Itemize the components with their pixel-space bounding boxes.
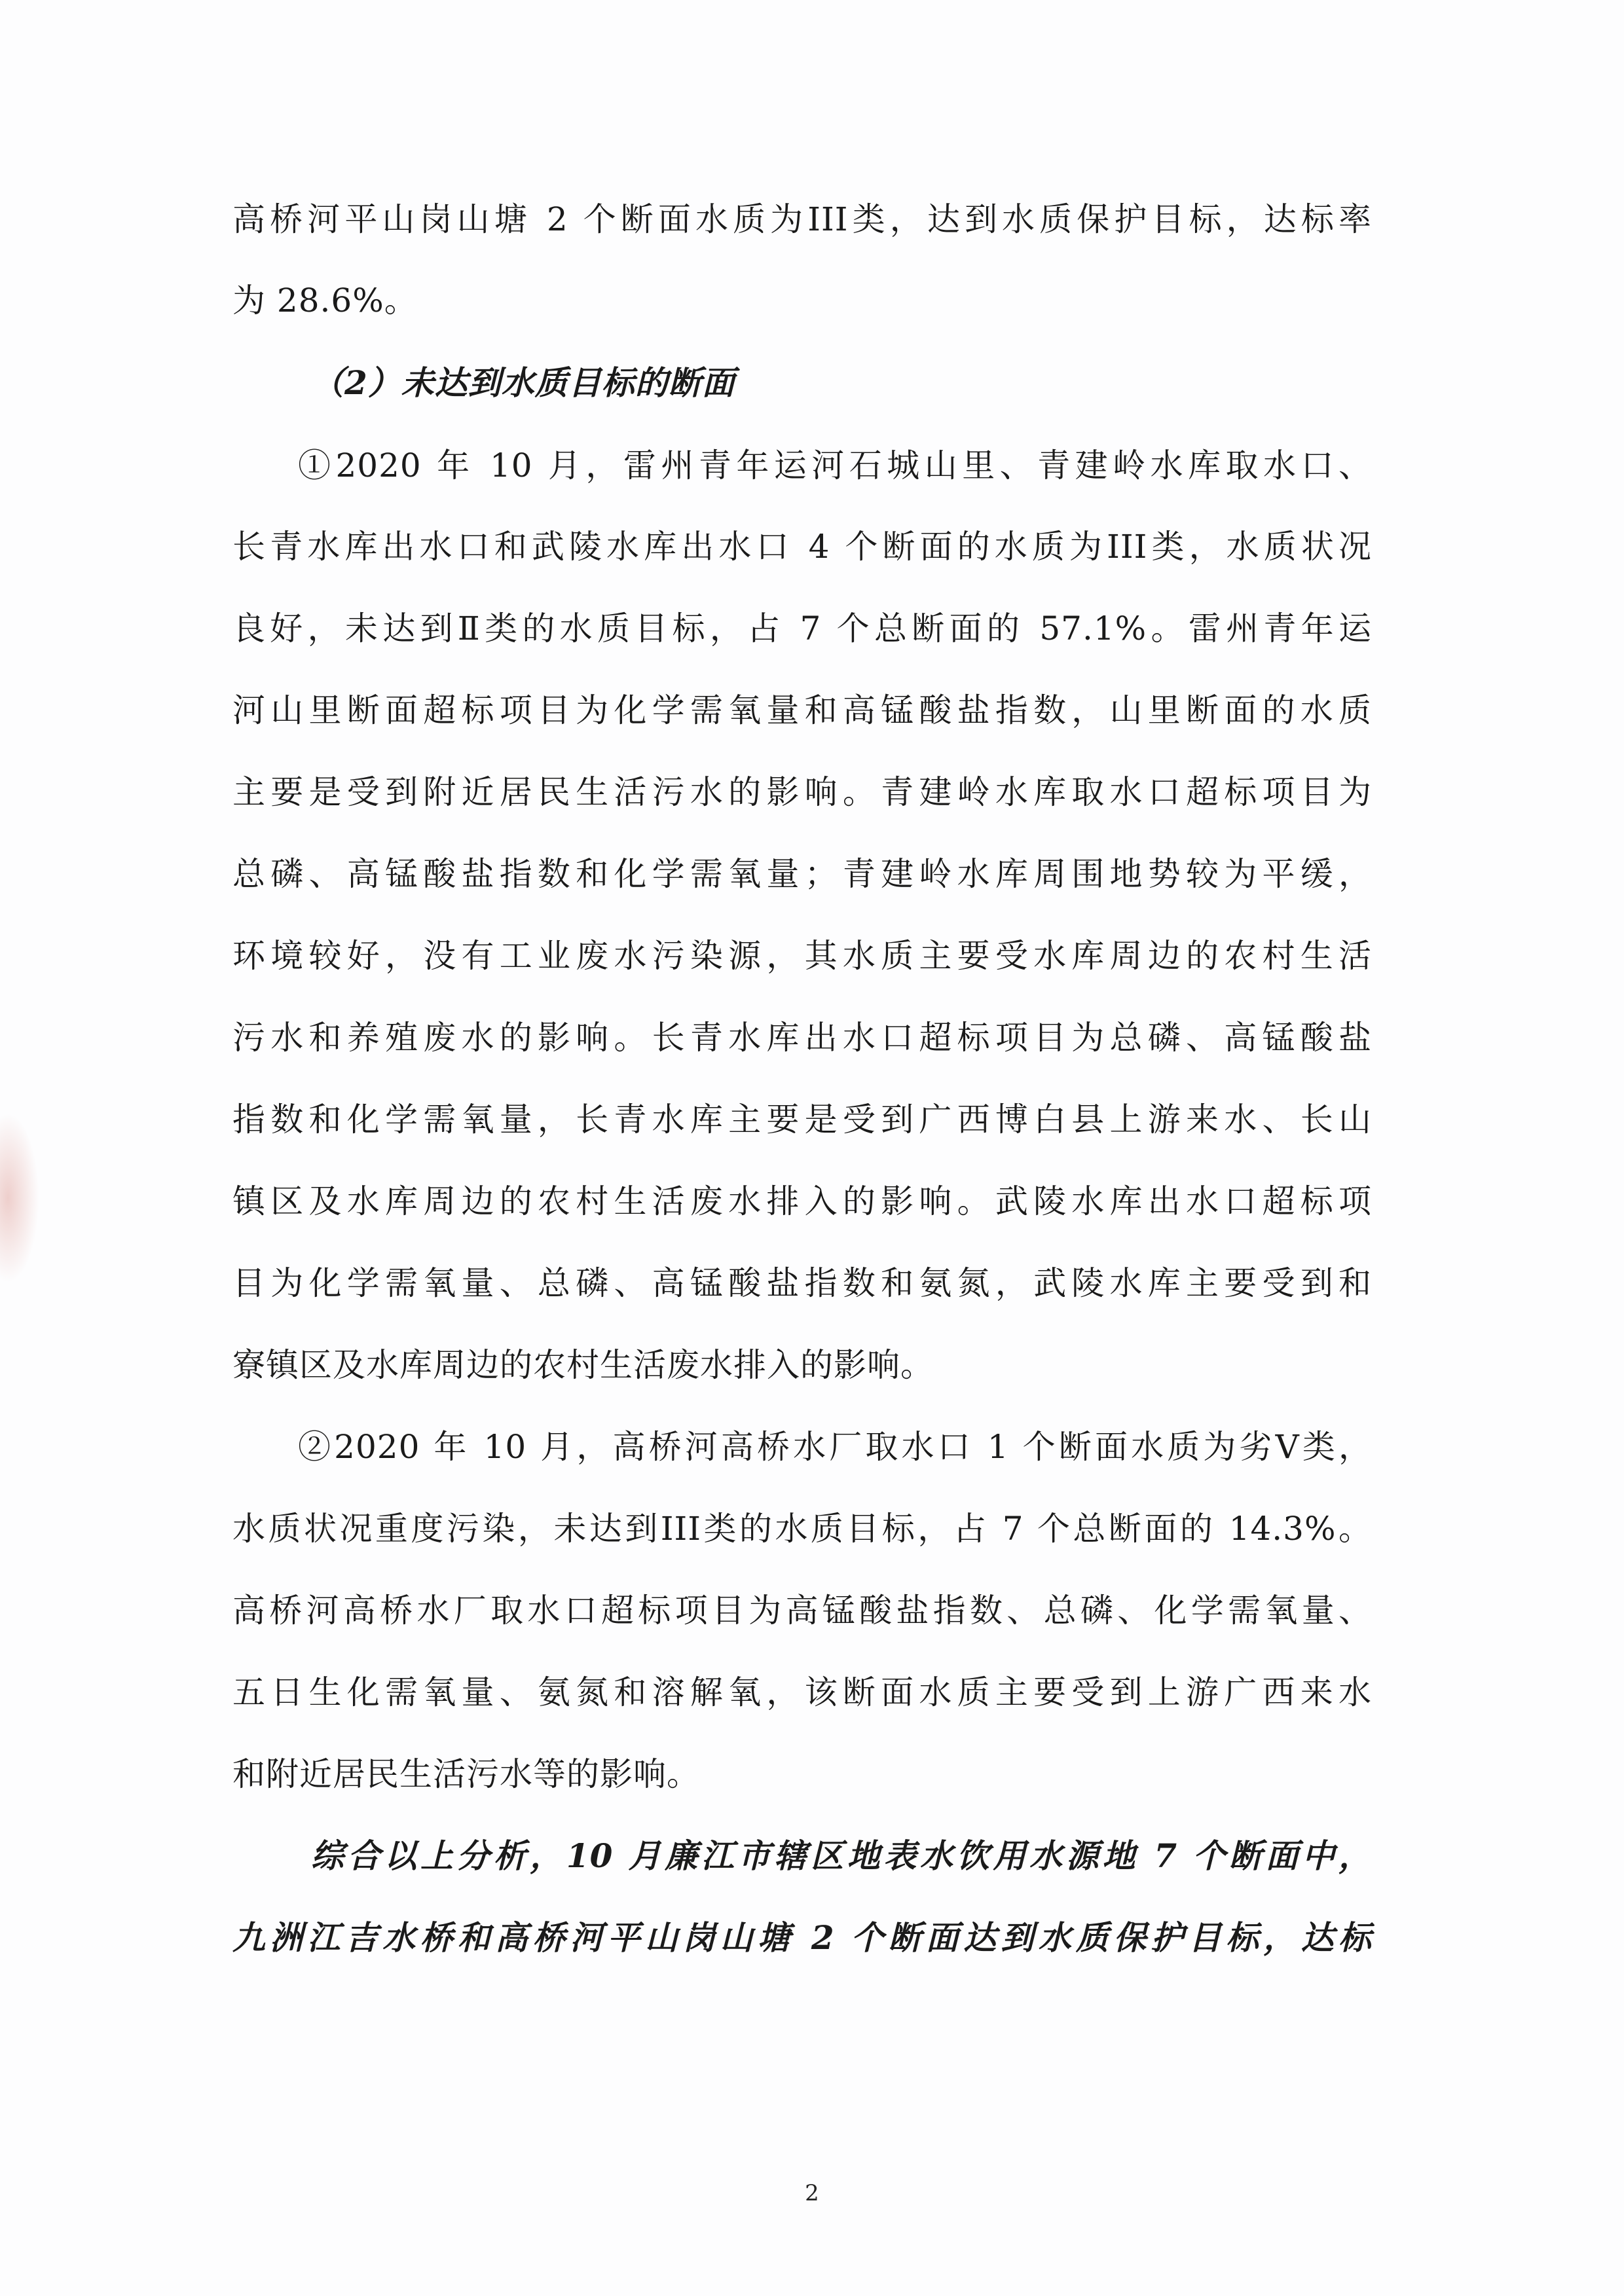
text-line: 主要是受到附近居民生活污水的影响。青建岭水库取水口超标项目为 bbox=[232, 773, 1372, 811]
text-line: 污水和养殖废水的影响。长青水库出水口超标项目为总磷、高锰酸盐 bbox=[232, 1019, 1372, 1057]
text-line: 为 28.6%。 bbox=[232, 282, 418, 319]
section-heading: （2）未达到水质目标的断面 bbox=[311, 363, 735, 402]
text-line: 良好，未达到Ⅱ类的水质目标，占 7 个总断面的 57.1%。雷州青年运 bbox=[232, 610, 1372, 647]
text-line: 总磷、高锰酸盐指数和化学需氧量；青建岭水库周围地势较为平缓， bbox=[232, 855, 1372, 893]
text-line: 环境较好，没有工业废水污染源，其水质主要受水库周边的农村生活 bbox=[232, 937, 1372, 975]
page-number: 2 bbox=[805, 2180, 819, 2206]
text-line: 水质状况重度污染，未达到III类的水质目标，占 7 个总断面的 14.3%。 bbox=[232, 1510, 1372, 1548]
summary-line: 九洲江吉水桥和高桥河平山岗山塘 2 个断面达到水质保护目标，达标 bbox=[232, 1918, 1372, 1957]
text-line: 河山里断面超标项目为化学需氧量和高锰酸盐指数，山里断面的水质 bbox=[232, 691, 1372, 729]
paragraph-first-line: ①2020 年 10 月，雷州青年运河石城山里、青建岭水库取水口、 bbox=[298, 446, 1372, 484]
text-line: 目为化学需氧量、总磷、高锰酸盐指数和氨氮，武陵水库主要受到和 bbox=[232, 1264, 1372, 1302]
paragraph-first-line: ②2020 年 10 月，高桥河高桥水厂取水口 1 个断面水质为劣Ⅴ类， bbox=[298, 1428, 1372, 1466]
text-line: 指数和化学需氧量，长青水库主要是受到广西博白县上游来水、长山 bbox=[232, 1101, 1372, 1139]
paper-stain bbox=[0, 1113, 39, 1283]
text-line: 高桥河高桥水厂取水口超标项目为高锰酸盐指数、总磷、化学需氧量、 bbox=[232, 1592, 1372, 1630]
text-line: 镇区及水库周边的农村生活废水排入的影响。武陵水库出水口超标项 bbox=[232, 1182, 1372, 1220]
text-line: 和附近居民生活污水等的影响。 bbox=[232, 1755, 700, 1793]
summary-first-line: 综合以上分析，10 月廉江市辖区地表水饮用水源地 7 个断面中， bbox=[311, 1836, 1372, 1875]
text-line: 长青水库出水口和武陵水库出水口 4 个断面的水质为III类，水质状况 bbox=[232, 528, 1372, 566]
text-line: 五日生化需氧量、氨氮和溶解氧，该断面水质主要受到上游广西来水 bbox=[232, 1673, 1372, 1711]
text-line: 高桥河平山岗山塘 2 个断面水质为III类，达到水质保护目标，达标率 bbox=[232, 200, 1372, 238]
text-line: 寮镇区及水库周边的农村生活废水排入的影响。 bbox=[232, 1346, 934, 1384]
